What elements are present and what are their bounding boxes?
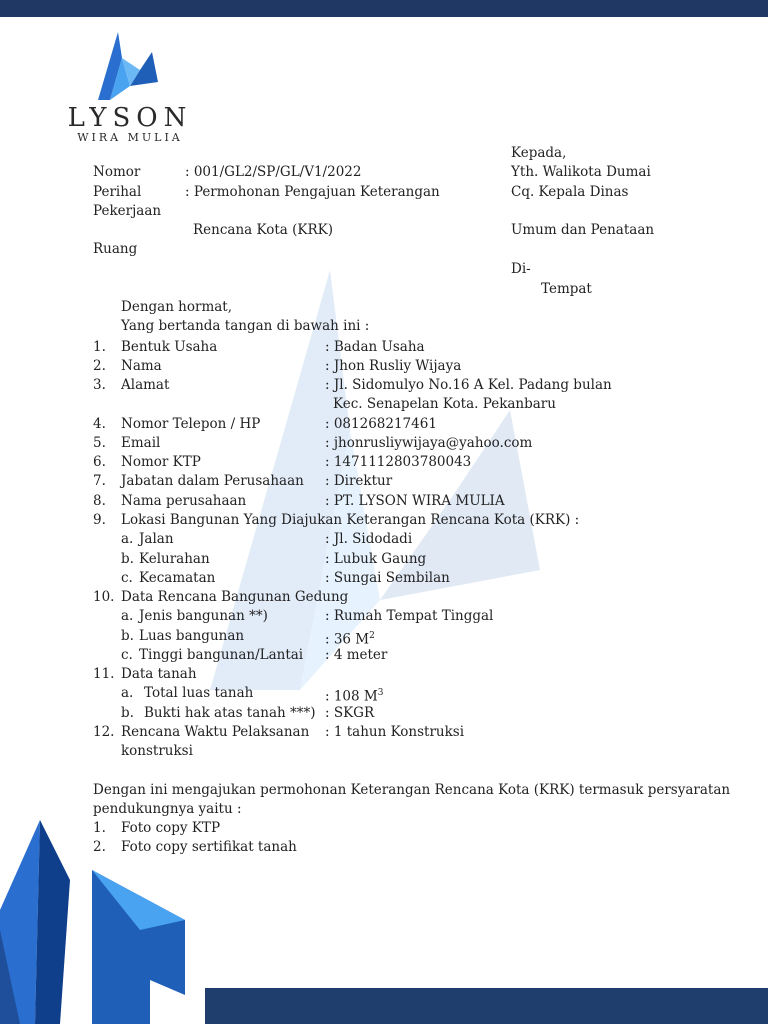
item-number: 12. [93, 724, 115, 740]
requirement-text: Foto copy sertifikat tanah [121, 839, 297, 855]
sub-label: Jalan [139, 531, 174, 547]
item-number: 6. [93, 454, 106, 470]
item-value: : Jl. Sidomulyo No.16 A Kel. Padang bulan [325, 377, 612, 393]
recipient-line5: Tempat [541, 281, 592, 297]
item-label: Data Rencana Bangunan Gedung [121, 589, 349, 605]
item-value-cont: Kec. Senapelan Kota. Pekanbaru [333, 396, 556, 412]
sub-value: : Rumah Tempat Tinggal [325, 608, 494, 624]
item-number: 8. [93, 493, 106, 509]
perihal-label: Perihal [93, 184, 142, 200]
sub-label: Bukti hak atas tanah ***) [144, 705, 316, 721]
perihal-wrap1: Pekerjaan [93, 203, 162, 219]
item-value: : Direktur [325, 473, 393, 489]
item-number: 2. [93, 358, 106, 374]
item-label: Nomor Telepon / HP [121, 416, 261, 432]
sub-letter: b. [121, 705, 134, 721]
logo-subname: WIRA MULIA [77, 131, 183, 144]
item-value: : Jhon Rusliy Wijaya [325, 358, 462, 374]
item-label: Nomor KTP [121, 454, 201, 470]
item-value: : 081268217461 [325, 416, 437, 432]
superscript: 3 [377, 688, 384, 698]
item-value: : 1 tahun Konstruksi [325, 724, 465, 740]
closing-line1: Dengan ini mengajukan permohonan Keterangan Rencana Kota (KRK) termasuk persyaratan [93, 782, 731, 798]
item-label: Alamat [121, 377, 170, 393]
greeting-line2: Yang bertanda tangan di bawah ini : [121, 318, 370, 334]
sub-label: Tinggi bangunan/Lantai [139, 647, 304, 663]
logo-mark-icon [60, 30, 200, 105]
item-label: Data tanah [121, 666, 197, 682]
item-value: : 1471112803780043 [325, 454, 472, 470]
item-number: 3. [93, 377, 106, 393]
logo-name: LYSON [67, 103, 193, 133]
item-number: 1. [93, 339, 106, 355]
header-bar [0, 0, 768, 17]
item-label: Nama [121, 358, 162, 374]
sub-value: : Sungai Sembilan [325, 570, 450, 586]
item-value: : jhonrusliywijaya@yahoo.com [325, 435, 533, 451]
superscript: 2 [369, 631, 375, 641]
requirement-number: 1. [93, 820, 106, 836]
sub-value: : 36 $M^2$ [325, 631, 375, 648]
recipient-line4: Di- [511, 261, 531, 277]
item-label: Nama perusahaan [121, 493, 247, 509]
sub-value: : 4 meter [325, 647, 388, 663]
sub-label: Kecamatan [139, 570, 216, 586]
recipient-to: Kepada, [511, 145, 567, 161]
recipient-line3: Umum dan Penataan [511, 222, 655, 238]
nomor-value: : 001/GL2/SP/GL/V1/2022 [185, 164, 362, 180]
perihal-value: : Permohonan Pengajuan Keterangan [185, 184, 440, 200]
item-number: 11. [93, 666, 115, 682]
recipient-line2: Cq. Kepala Dinas [511, 184, 629, 200]
perihal-value2: Rencana Kota (KRK) [193, 222, 333, 238]
greeting-line1: Dengan hormat, [121, 299, 233, 315]
requirement-text: Foto copy KTP [121, 820, 221, 836]
footer-bar [205, 988, 768, 1024]
footer-logo-graphic [0, 820, 200, 1024]
item-label: Lokasi Bangunan Yang Diajukan Keterangan Rencana Kota (KRK) : [121, 512, 580, 528]
item-value: : PT. LYSON WIRA MULIA [325, 493, 505, 509]
sub-label: Jenis bangunan **) [139, 608, 268, 624]
sub-value: : Lubuk Gaung [325, 551, 427, 567]
sub-label: Total luas tanah [144, 685, 254, 701]
sub-letter: c. [121, 570, 133, 586]
item-label-cont: konstruksi [121, 743, 193, 759]
item-number: 7. [93, 473, 106, 489]
requirement-number: 2. [93, 839, 106, 855]
item-label: Bentuk Usaha [121, 339, 218, 355]
item-label: Jabatan dalam Perusahaan [121, 473, 304, 489]
company-logo [60, 30, 200, 145]
item-label: Rencana Waktu Pelaksanan [121, 724, 310, 740]
recipient-line1: Yth. Walikota Dumai [511, 164, 651, 180]
item-number: 4. [93, 416, 106, 432]
sub-letter: a. [121, 685, 134, 701]
sub-letter: c. [121, 647, 133, 663]
sub-label: Luas bangunan [139, 628, 245, 644]
item-number: 5. [93, 435, 106, 451]
item-label: Email [121, 435, 161, 451]
perihal-wrap2: Ruang [93, 241, 138, 257]
item-number: 10. [93, 589, 115, 605]
closing-line2: pendukungnya yaitu : [93, 801, 242, 817]
sub-letter: a. [121, 608, 134, 624]
sub-letter: a. [121, 531, 134, 547]
sub-value: : 108 $M^3$ [325, 688, 384, 705]
sub-letter: b. [121, 551, 134, 567]
sub-letter: b. [121, 628, 134, 644]
sub-value: : Jl. Sidodadi [325, 531, 413, 547]
sub-label: Kelurahan [139, 551, 210, 567]
item-value: : Badan Usaha [325, 339, 425, 355]
sub-value: : SKGR [325, 705, 375, 721]
nomor-label: Nomor [93, 164, 141, 180]
item-number: 9. [93, 512, 106, 528]
